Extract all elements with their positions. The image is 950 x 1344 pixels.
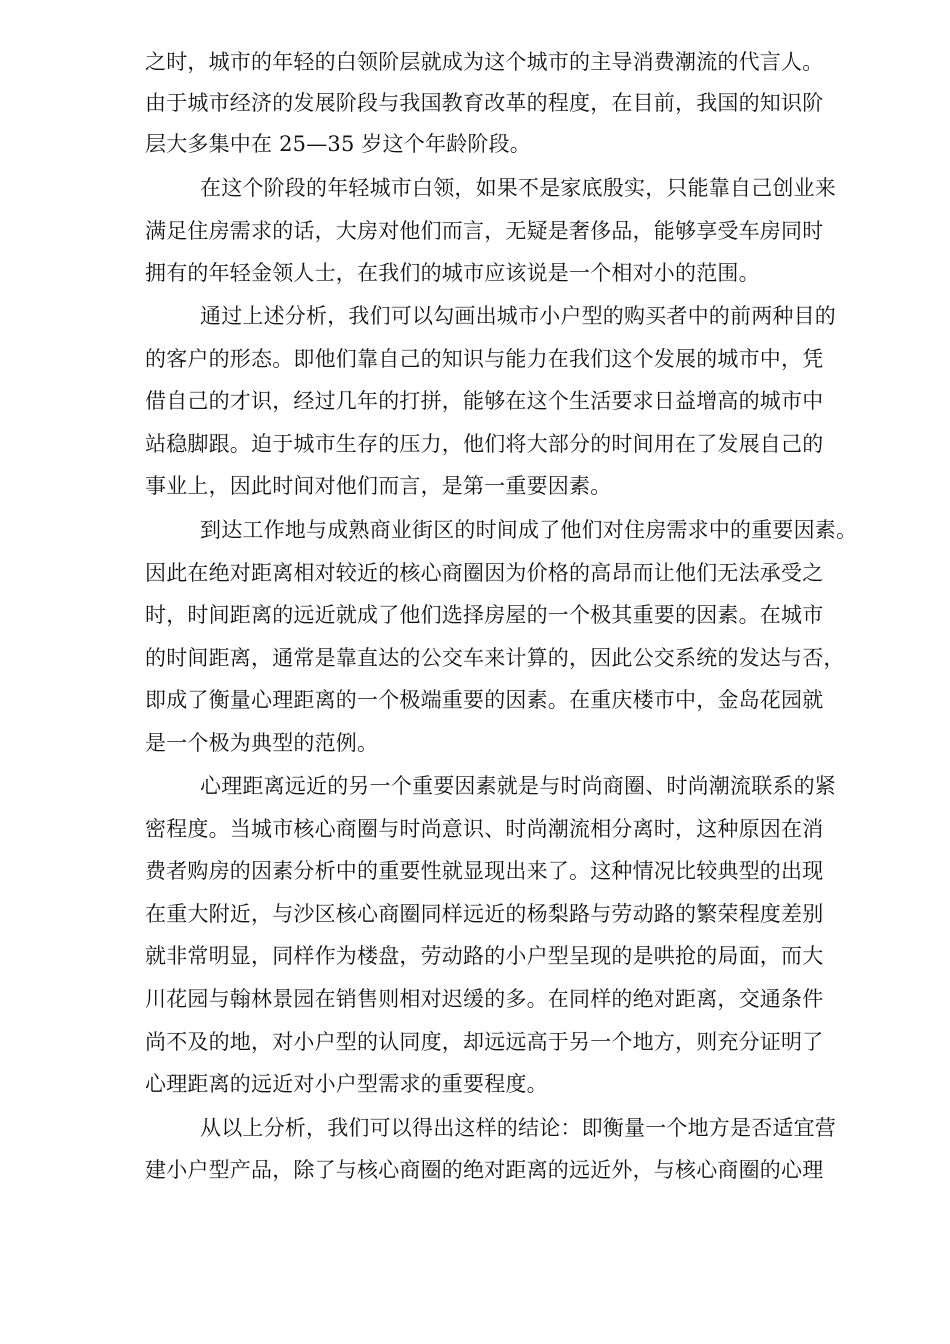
paragraph-start-line: 到达工作地与成熟商业街区的时间成了他们对住房需求中的重要因素。	[200, 518, 858, 542]
text-line: 在重大附近，与沙区核心商圈同样远近的杨梨路与劳动路的繁荣程度差别	[145, 902, 824, 926]
text-line: 的客户的形态。即他们靠自己的知识与能力在我们这个发展的城市中，凭	[145, 347, 824, 371]
text-line: 就非常明显，同样作为楼盘，劳动路的小户型呈现的是哄抢的局面，而大	[145, 944, 824, 968]
text-line: 由于城市经济的发展阶段与我国教育改革的程度，在目前，我国的知识阶	[145, 91, 824, 115]
text-line: 心理距离的远近对小户型需求的重要程度。	[145, 1072, 548, 1096]
paragraph-start-line: 心理距离远近的另一个重要因素就是与时尚商圈、时尚潮流联系的紧	[200, 774, 836, 798]
text-line: 是一个极为典型的范例。	[145, 731, 379, 755]
text-line: 满足住房需求的话，大房对他们而言，无疑是奢侈品，能够享受车房同时	[145, 219, 824, 243]
paragraph-start-line: 从以上分析，我们可以得出这样的结论：即衡量一个地方是否适宜营	[200, 1116, 836, 1140]
text-line: 之时，城市的年轻的白领阶层就成为这个城市的主导消费潮流的代言人。	[145, 50, 824, 74]
text-line: 建小户型产品，除了与核心商圈的绝对距离的远近外，与核心商圈的心理	[145, 1158, 824, 1182]
text-line: 拥有的年轻金领人士，在我们的城市应该说是一个相对小的范围。	[145, 261, 760, 285]
text-line: 站稳脚跟。迫于城市生存的压力，他们将大部分的时间用在了发展自己的	[145, 432, 824, 456]
text-line: 层大多集中在 25—35 岁这个年龄阶段。	[145, 132, 531, 156]
text-line: 即成了衡量心理距离的一个极端重要的因素。在重庆楼市中，金岛花园就	[145, 688, 824, 712]
text-line: 尚不及的地，对小户型的认同度，却远远高于另一个地方，则充分证明了	[145, 1030, 824, 1054]
text-line: 因此在绝对距离相对较近的核心商圈因为价格的高昂而让他们无法承受之	[145, 561, 824, 585]
text-line: 借自己的才识，经过几年的打拼，能够在这个生活要求日益增高的城市中	[145, 389, 824, 413]
paragraph-start-line: 通过上述分析，我们可以勾画出城市小户型的购买者中的前两种目的	[200, 304, 836, 328]
text-line: 川花园与翰林景园在销售则相对迟缓的多。在同样的绝对距离，交通条件	[145, 987, 824, 1011]
text-line: 时，时间距离的远近就成了他们选择房屋的一个极其重要的因素。在城市	[145, 603, 824, 627]
text-line: 事业上，因此时间对他们而言，是第一重要因素。	[145, 474, 612, 498]
text-line: 费者购房的因素分析中的重要性就显现出来了。这种情况比较典型的出现	[145, 859, 824, 883]
text-line: 密程度。当城市核心商圈与时尚意识、时尚潮流相分离时，这种原因在消	[145, 817, 824, 841]
text-line: 的时间距离，通常是靠直达的公交车来计算的，因此公交系统的发达与否，	[145, 646, 845, 670]
paragraph-start-line: 在这个阶段的年轻城市白领，如果不是家底殷实，只能靠自己创业来	[200, 176, 836, 200]
